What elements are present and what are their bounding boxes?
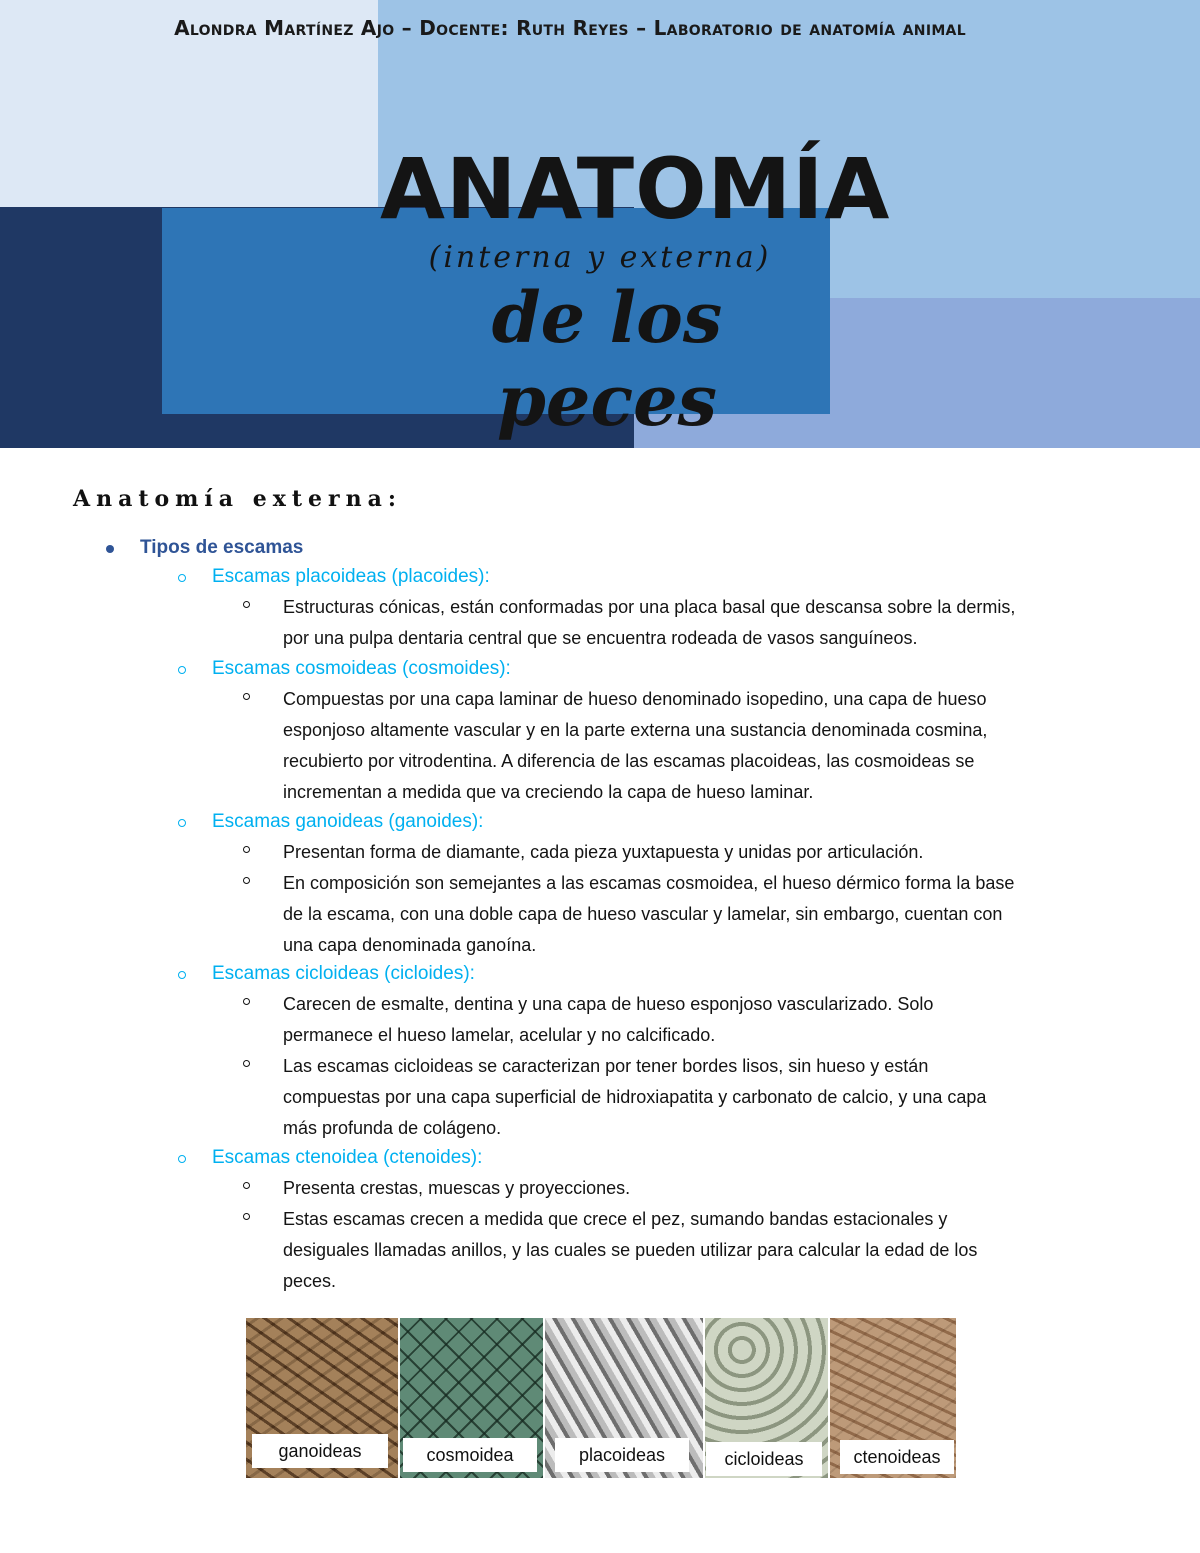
page-header: Alondra Martínez Ajo – Docente: Ruth Reyes – Laboratorio de anatomía animal	[174, 16, 966, 40]
figure-label-cosmoidea: cosmoidea	[403, 1438, 537, 1472]
subheading-ganoideas: Escamas ganoideas (ganoides):	[212, 811, 484, 832]
text-line: Las escamas cicloideas se caracterizan por tener bordes lisos, sin hueso y están	[283, 1056, 929, 1076]
bullet-circle-icon	[178, 971, 186, 979]
figure-label-ctenoideas: ctenoideas	[840, 1440, 954, 1474]
bullet-small-circle-icon	[243, 1213, 250, 1220]
text-line: Estas escamas crecen a medida que crece el pez, sumando bandas estacionales y	[283, 1209, 948, 1229]
text-line: una capa denominada ganoína.	[283, 935, 537, 955]
text-line: recubierto por vitrodentina. A diferencia de las escamas placoideas, las cosmoideas se	[283, 751, 975, 771]
bullet-circle-icon	[178, 1155, 186, 1163]
bullet-dot-icon	[106, 545, 114, 553]
bullet-small-circle-icon	[243, 877, 250, 884]
text-line: desiguales llamadas anillos, y las cuales se pueden utilizar para calcular la edad de los	[283, 1240, 978, 1260]
title-line-1: ANATOMÍA	[380, 140, 891, 238]
subheading-cosmoideas: Escamas cosmoideas (cosmoides):	[212, 658, 511, 679]
text-line: Compuestas por una capa laminar de hueso denominado isopedino, una capa de hueso	[283, 689, 987, 709]
bullet-small-circle-icon	[243, 846, 250, 853]
text-line: Carecen de esmalte, dentina y una capa de hueso esponjoso vascularizado. Solo	[283, 994, 934, 1014]
text-line: esponjoso altamente vascular y en la parte externa una sustancia denominada cosmina,	[283, 720, 988, 740]
text-line: por una pulpa dentaria central que se encuentra rodeada de vasos sanguíneos.	[283, 628, 918, 648]
bullet-small-circle-icon	[243, 1182, 250, 1189]
text-line: En composición son semejantes a las escamas cosmoidea, el hueso dérmico forma la base	[283, 873, 1015, 893]
bullet-small-circle-icon	[243, 601, 250, 608]
figure-label-cicloideas: cicloideas	[706, 1442, 822, 1476]
text-line: Presenta crestas, muescas y proyecciones.	[283, 1178, 631, 1198]
title-line-3: de los peces	[491, 276, 723, 442]
bullet-circle-icon	[178, 819, 186, 827]
bullet-small-circle-icon	[243, 693, 250, 700]
text-line: Estructuras cónicas, están conformadas por una placa basal que descansa sobre la dermis,	[283, 597, 1016, 617]
text-line: Presentan forma de diamante, cada pieza yuxtapuesta y unidas por articulación.	[283, 842, 924, 862]
text-line: compuestas por una capa superficial de hidroxiapatita y carbonato de calcio, y una capa	[283, 1087, 987, 1107]
subheading-placoideas: Escamas placoideas (placoides):	[212, 566, 490, 587]
figure-label-ganoideas: ganoideas	[252, 1434, 388, 1468]
figure-label-placoideas: placoideas	[555, 1438, 689, 1472]
text-line: peces.	[283, 1271, 337, 1291]
list-heading: Tipos de escamas	[140, 537, 304, 558]
bullet-small-circle-icon	[243, 998, 250, 1005]
text-line: permanece el hueso lamelar, acelular y no calcificado.	[283, 1025, 716, 1045]
subheading-cicloideas: Escamas cicloideas (cicloides):	[212, 963, 475, 984]
title-line-2: (interna y externa)	[428, 240, 772, 275]
bullet-circle-icon	[178, 666, 186, 674]
subheading-ctenoidea: Escamas ctenoidea (ctenoides):	[212, 1147, 483, 1168]
bullet-circle-icon	[178, 574, 186, 582]
text-line: incrementan a medida que va creciendo la capa de hueso laminar.	[283, 782, 814, 802]
section-title: Anatomía externa:	[73, 486, 402, 512]
bullet-small-circle-icon	[243, 1060, 250, 1067]
text-line: de la escama, con una doble capa de hueso vascular y lamelar, sin embargo, cuentan con	[283, 904, 1003, 924]
text-line: más profunda de colágeno.	[283, 1118, 502, 1138]
